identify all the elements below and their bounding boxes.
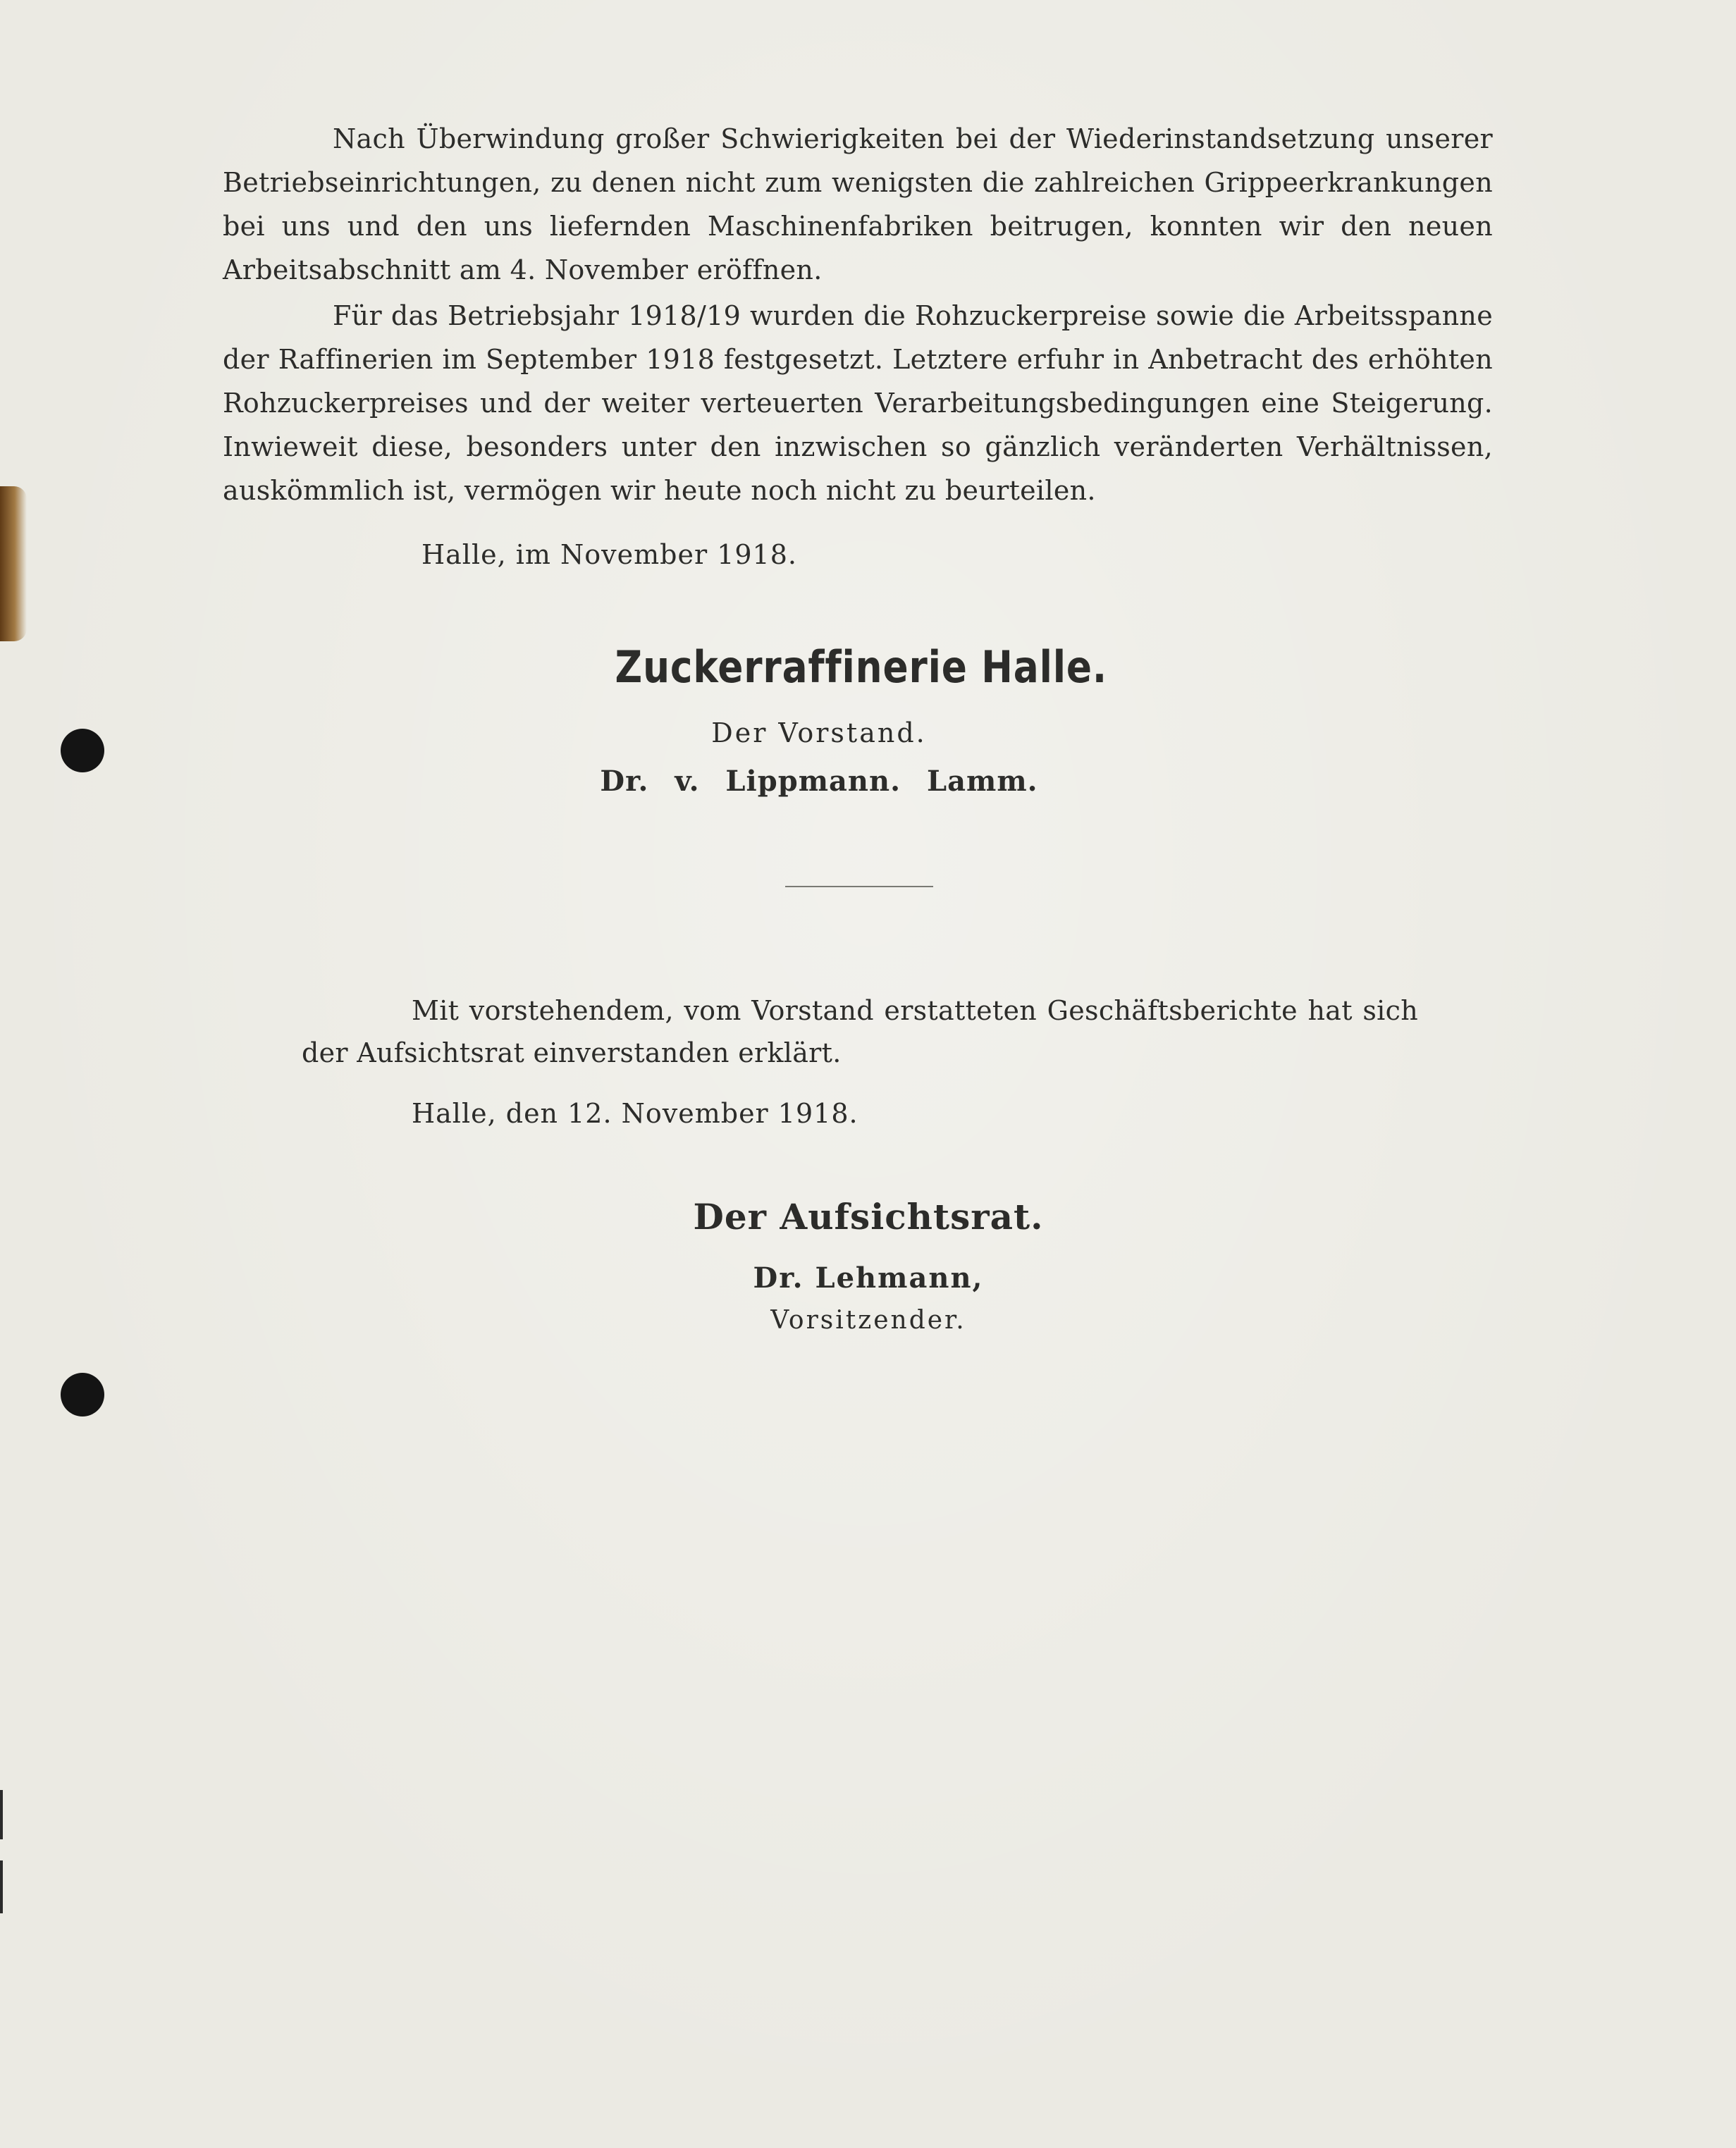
body-paragraph-2-text: Für das Betriebsjahr 1918/19 wurden die Rohzuckerpreise sowie die Arbeitsspanne der Raffinerien im September 1918 festgesetzt. Letztere erfuhr in Anbetracht des erhöhten Rohzuckerpreises und der weiter verteuerten Verarbeitungsbedingungen eine Steigerung. Inwieweit diese, besonders unter den inzwischen so gänzlich veränderten Verhältnissen, auskömmlich ist, vermögen wir heute noch nicht zu beurteilen. — [223, 300, 1493, 506]
paper-stain — [0, 486, 27, 641]
chair-role: Vorsitzender. — [770, 1306, 966, 1335]
edge-mark — [0, 1790, 3, 1839]
punch-hole — [61, 1373, 104, 1416]
place-date-council: Halle, den 12. November 1918. — [412, 1098, 858, 1129]
board-title: Der Vorstand. — [711, 717, 927, 748]
body-paragraph-1 — [223, 117, 1493, 292]
council-title: Der Aufsichtsrat. — [693, 1196, 1044, 1237]
board-signatories: Dr. v. Lippmann. Lamm. — [600, 765, 1038, 798]
edge-mark — [0, 1860, 3, 1913]
place-date-board: Halle, im November 1918. — [421, 539, 797, 570]
body-paragraph-1-text: Nach Überwindung großer Schwierigkeiten bei der Wiederinstandsetzung unserer Betriebseinrichtungen, zu denen nicht zum wenigsten die zahlreichen Grippeerkrankungen bei uns und den uns liefernden Maschinenfabriken beitrugen, konnten wir den neuen Arbeitsabschnitt am 4. November eröffnen. — [223, 123, 1493, 285]
company-name: Zuckerraffinerie Halle. — [615, 641, 1107, 693]
divider-rule — [785, 886, 933, 887]
chair-name: Dr. Lehmann, — [753, 1261, 984, 1295]
approval-paragraph-text: Mit vorstehendem, vom Vorstand erstatteten Geschäftsberichte hat sich der Aufsichtsrat einverstanden erklärt. — [302, 995, 1418, 1068]
approval-paragraph — [302, 989, 1418, 1074]
body-paragraph-2 — [223, 294, 1493, 512]
